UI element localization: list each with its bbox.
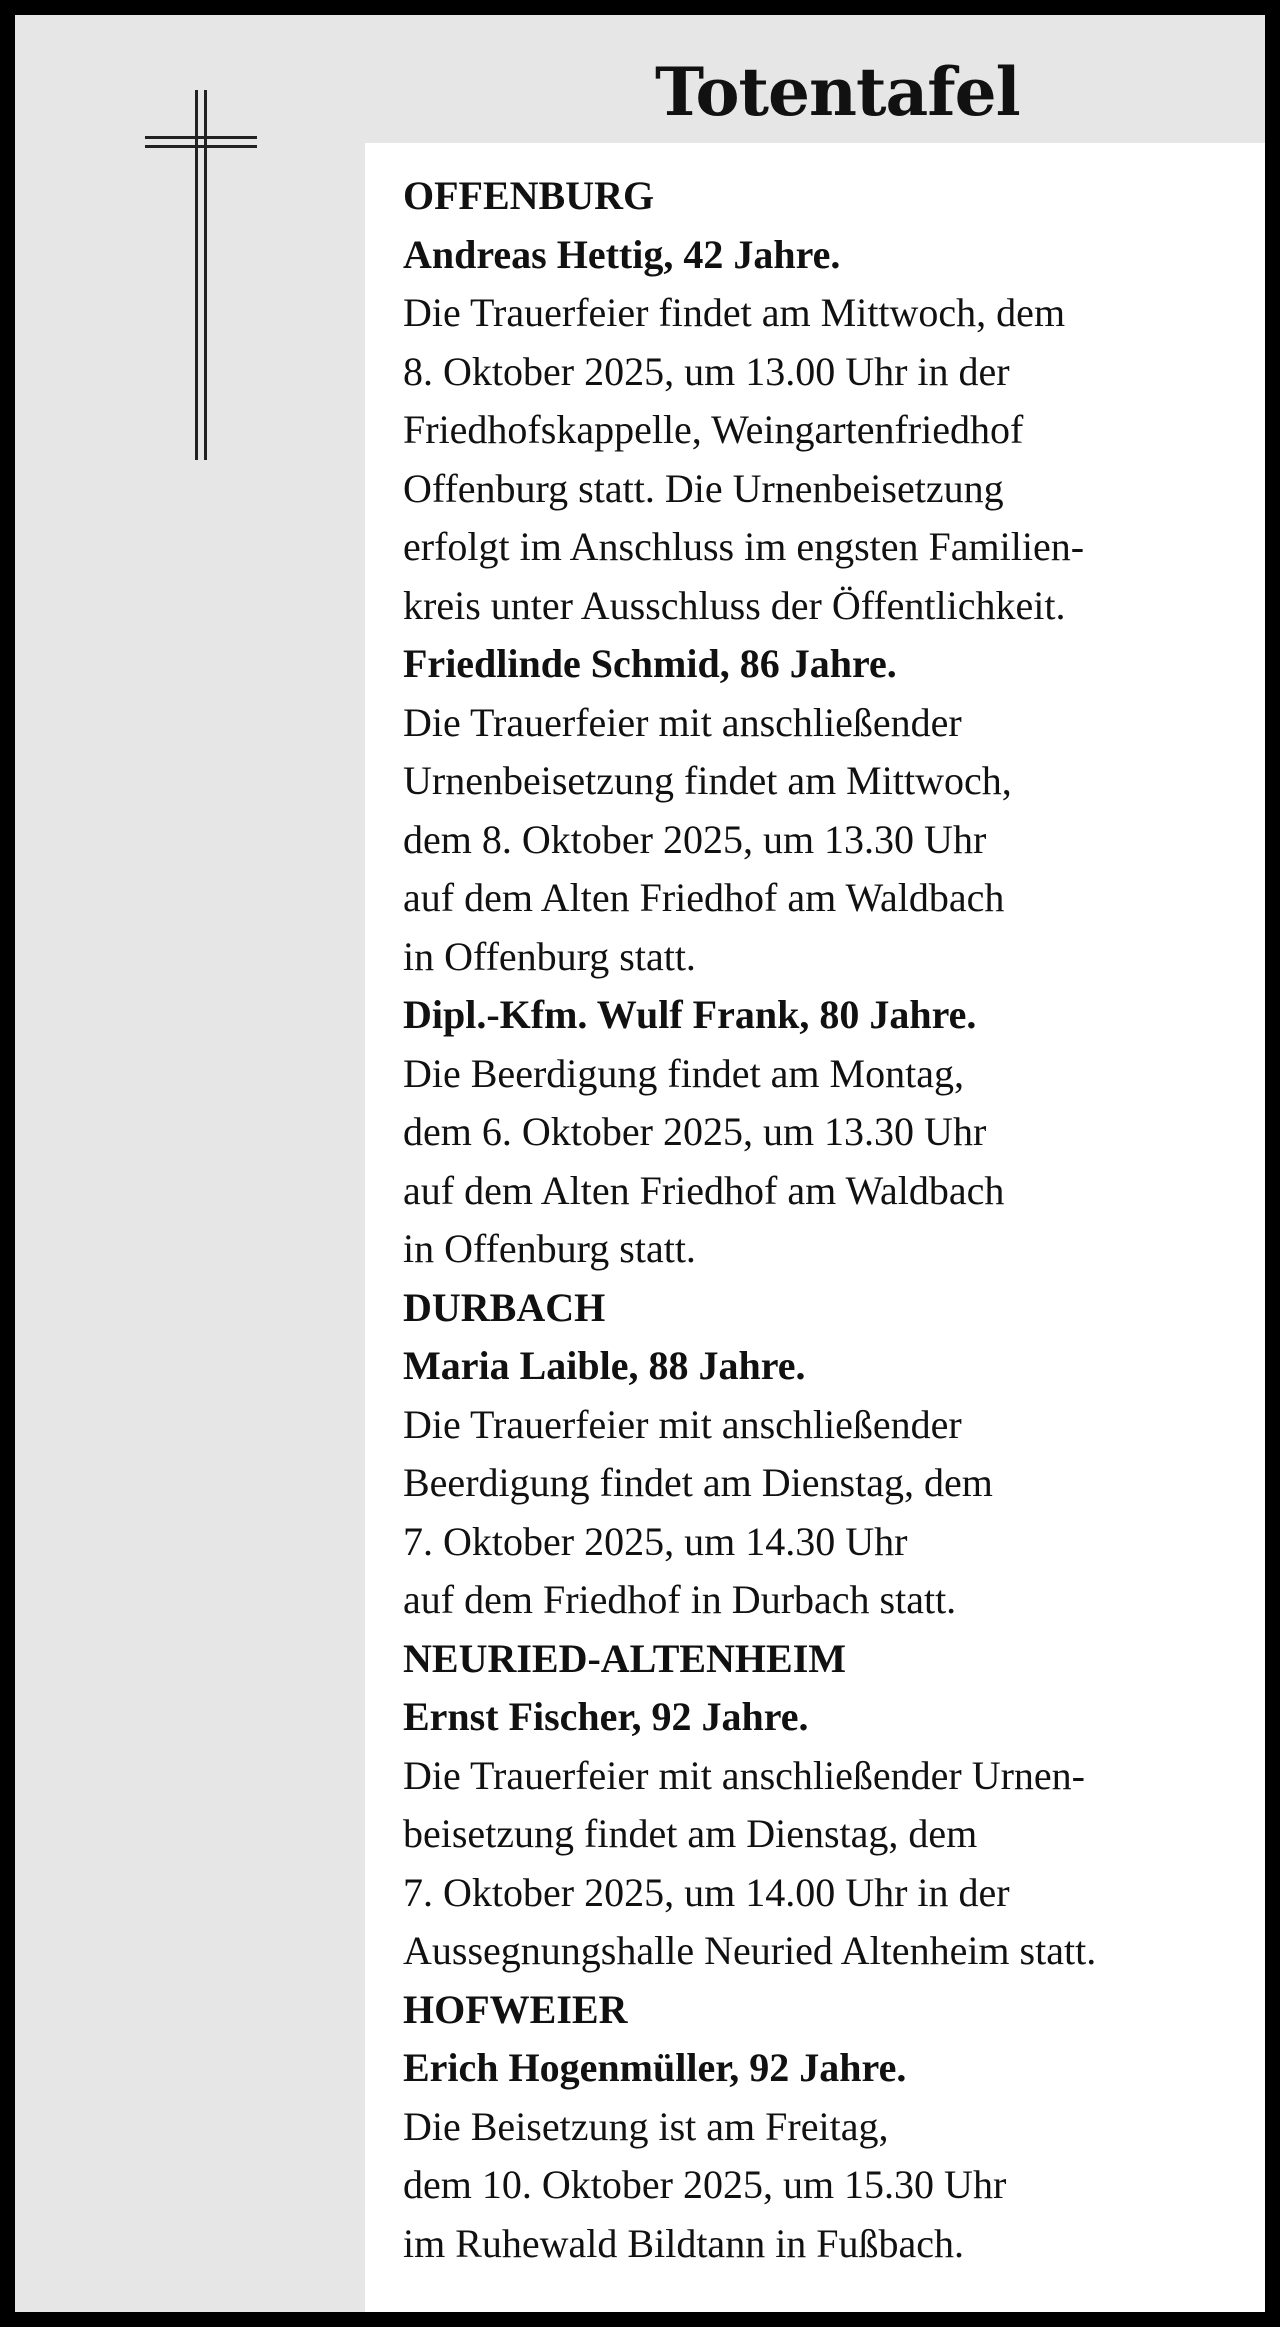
notice-line: dem 8. Oktober 2025, um 13.30 Uhr <box>403 816 987 862</box>
notice-line: Die Beisetzung ist am Freitag, <box>403 2103 889 2149</box>
notice-line: dem 10. Oktober 2025, um 15.30 Uhr <box>403 2162 1007 2207</box>
notice-line: Die Trauerfeier findet am Mittwoch, dem <box>403 290 1066 335</box>
obituary-panel <box>365 143 1265 2312</box>
notice-line: beisetzung findet am Dienstag, dem <box>403 1811 978 1856</box>
section-offenburg <box>403 167 1253 1279</box>
notice-line: auf dem Friedhof in Durbach statt. <box>403 1577 957 1622</box>
notice-line: erfolgt im Anschluss im engsten Familien- <box>403 524 1085 569</box>
deceased-name: Erich Hogenmüller, 92 Jahre. <box>403 2045 907 2090</box>
place-heading: DURBACH <box>403 1284 606 1330</box>
section-hofweier <box>403 1981 1253 2274</box>
section-durbach <box>403 1279 1253 1630</box>
notice-line: 7. Oktober 2025, um 14.00 Uhr in der <box>403 1869 1010 1915</box>
notice-line: kreis unter Ausschluss der Öffentlichkeit. <box>403 582 1066 628</box>
notice-line: Die Trauerfeier mit anschließender Urnen- <box>403 1752 1085 1798</box>
deceased-name: Ernst Fischer, 92 Jahre. <box>403 1694 809 1739</box>
notice-line: auf dem Alten Friedhof am Waldbach <box>403 1167 1005 1213</box>
notice-line: Urnenbeisetzung findet am Mittwoch, <box>403 758 1012 803</box>
notice-line: Offenburg statt. Die Urnenbeisetzung <box>403 465 1004 511</box>
deceased-name: Andreas Hettig, 42 Jahre. <box>403 231 841 277</box>
place-heading: HOFWEIER <box>403 1986 628 2032</box>
obituary-list <box>403 167 1253 2273</box>
notice-line: dem 6. Oktober 2025, um 13.30 Uhr <box>403 1109 987 1154</box>
notice-line: Aussegnungshalle Neuried Altenheim statt. <box>403 1928 1097 1973</box>
notice-line: Beerdigung findet am Dienstag, dem <box>403 1460 993 1505</box>
notice-line: im Ruhewald Bildtann in Fußbach. <box>403 2220 965 2266</box>
notice-line: auf dem Alten Friedhof am Waldbach <box>403 875 1005 920</box>
deceased-name: Friedlinde Schmid, 86 Jahre. <box>403 641 897 686</box>
page-title: Totentafel <box>655 53 1020 131</box>
notice-line: 8. Oktober 2025, um 13.00 Uhr in der <box>403 348 1010 394</box>
deceased-name: Dipl.-Kfm. Wulf Frank, 80 Jahre. <box>403 992 977 1037</box>
notice-line: in Offenburg statt. <box>403 933 696 979</box>
place-heading: NEURIED-ALTENHEIM <box>403 1635 847 1681</box>
deceased-name: Maria Laible, 88 Jahre. <box>403 1343 806 1388</box>
notice-line: Die Trauerfeier mit anschließender <box>403 699 962 745</box>
notice-line: Die Beerdigung findet am Montag, <box>403 1050 964 1096</box>
section-neuried-altenheim <box>403 1630 1253 1981</box>
notice-line: in Offenburg statt. <box>403 1226 696 1271</box>
place-heading: OFFENBURG <box>403 173 655 218</box>
cross-icon <box>145 90 257 460</box>
notice-line: 7. Oktober 2025, um 14.30 Uhr <box>403 1518 908 1564</box>
notice-line: Friedhofskappelle, Weingartenfriedhof <box>403 407 1024 452</box>
notice-line: Die Trauerfeier mit anschließender <box>403 1401 962 1447</box>
